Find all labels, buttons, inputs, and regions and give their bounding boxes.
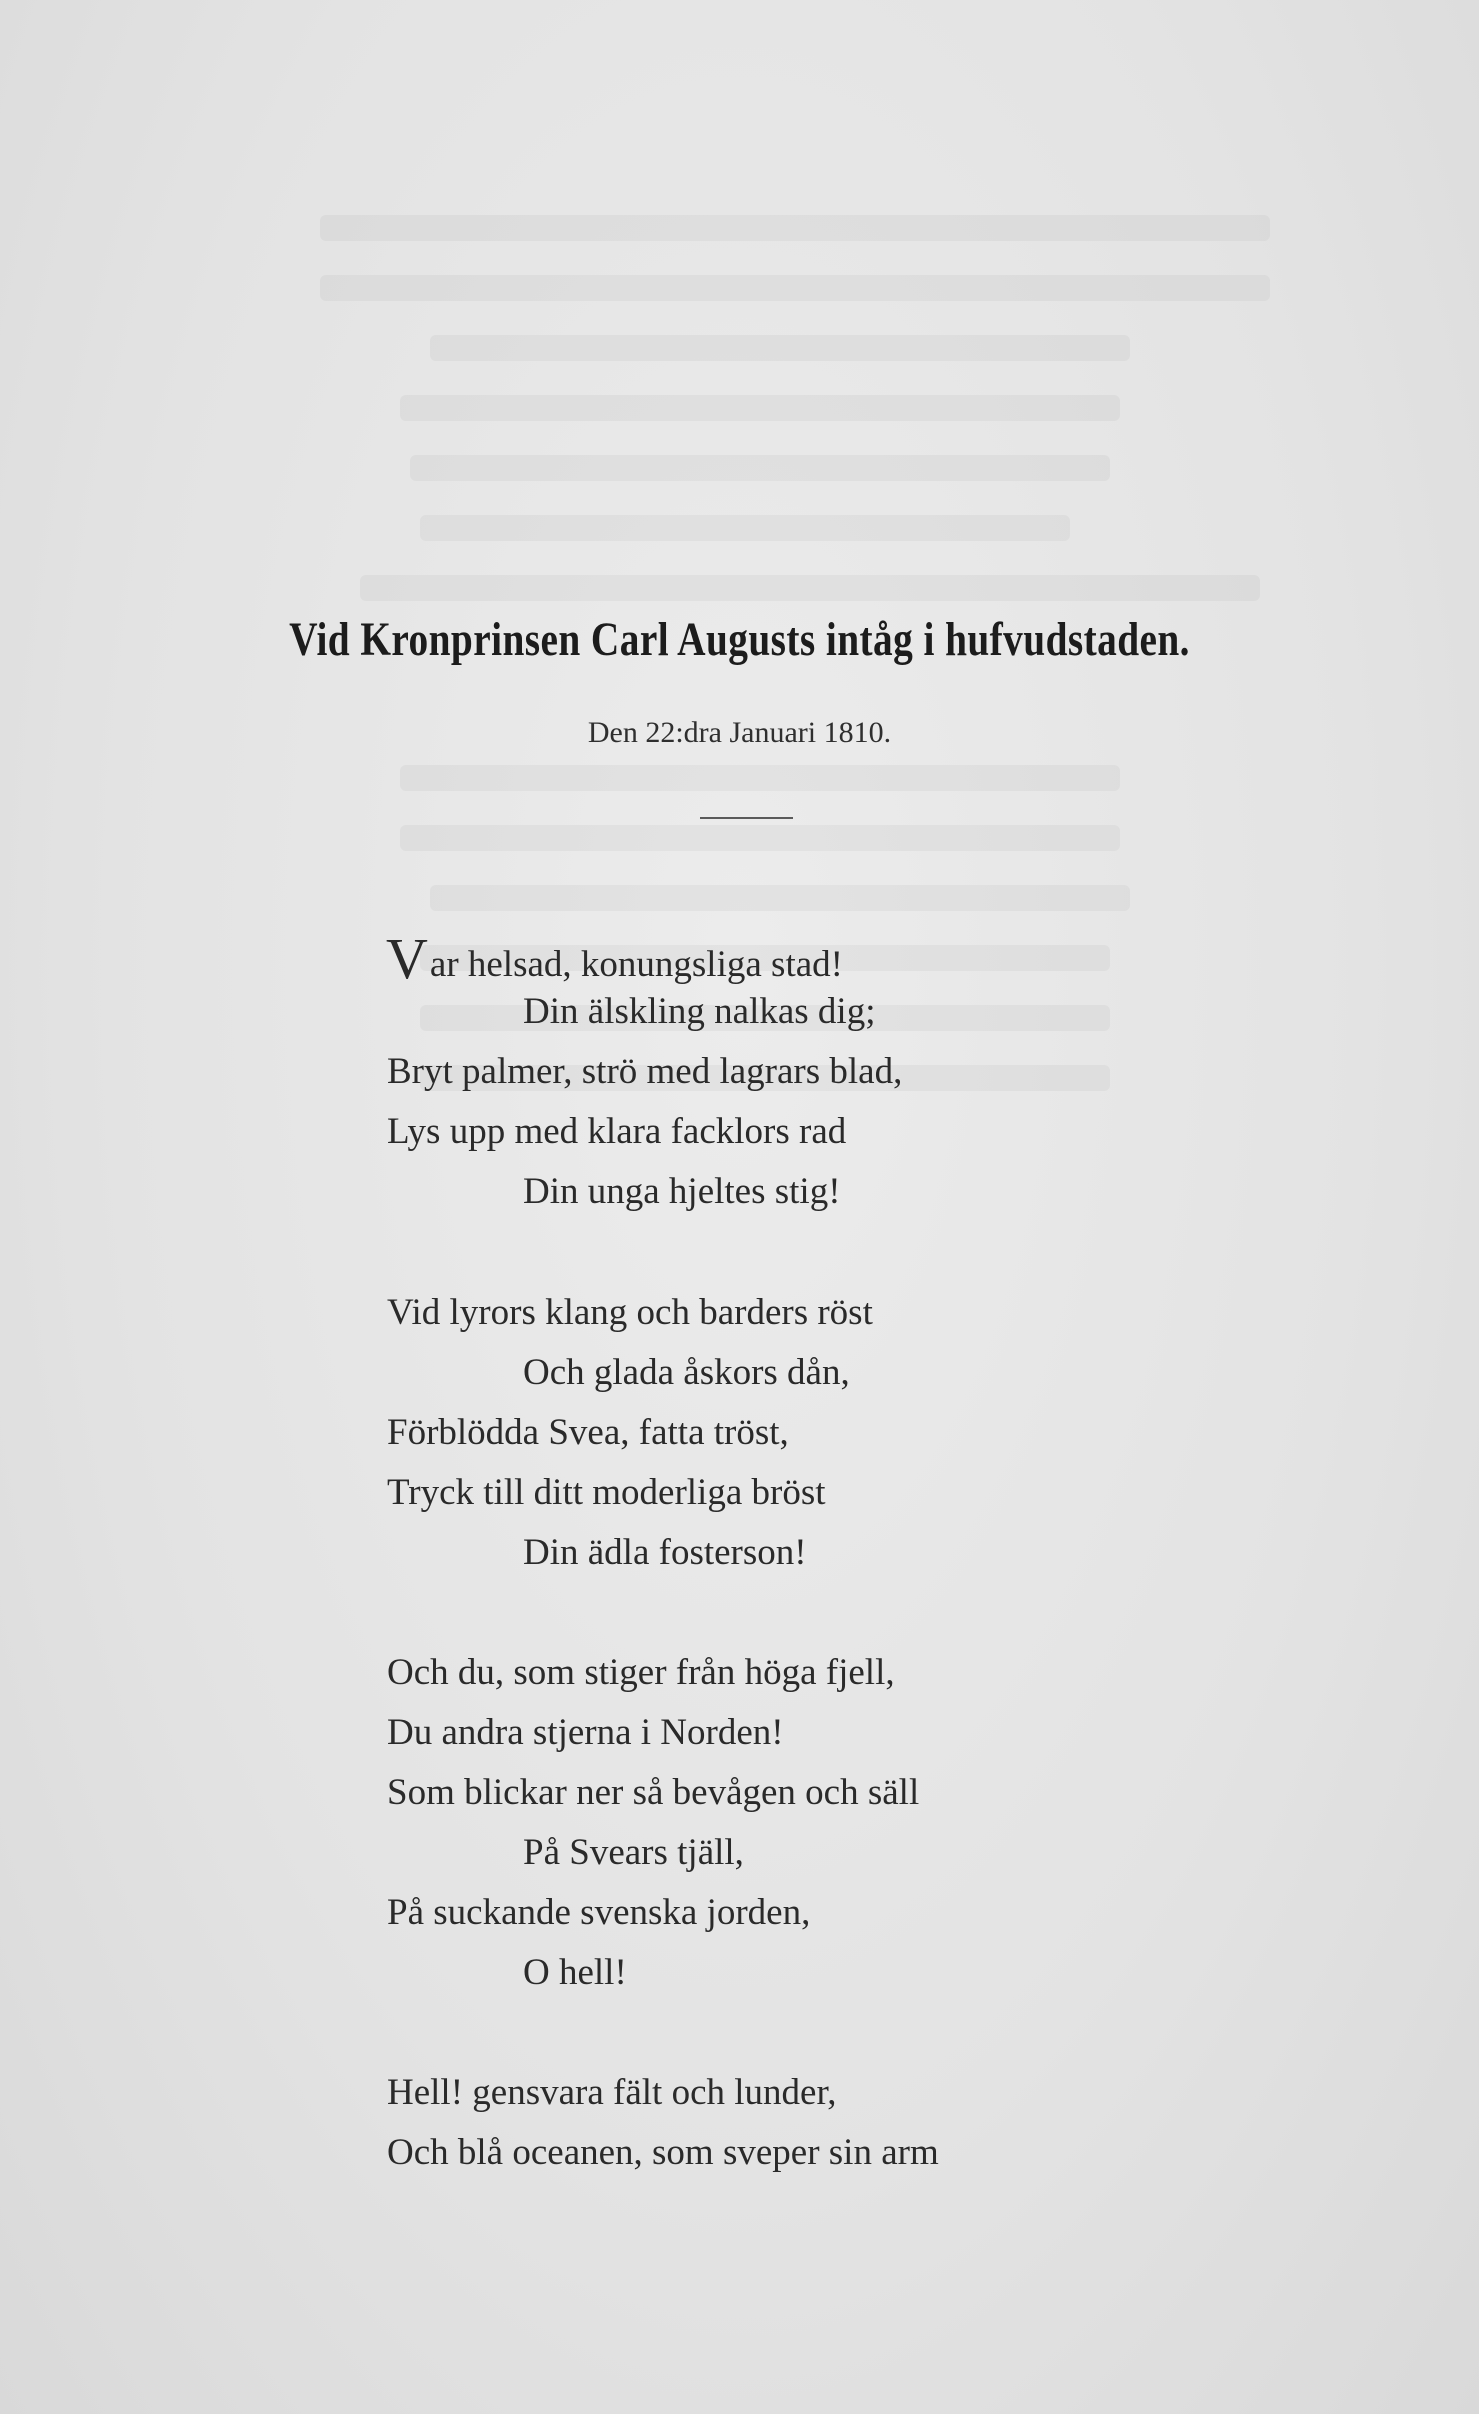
poem-line: Vid lyrors klang och barders röst [387, 1292, 873, 1333]
poem-line: Din älskling nalkas dig; [523, 991, 876, 1032]
poem-line: Hell! gensvara fält och lunder, [387, 2072, 837, 2113]
drop-cap: V [386, 926, 428, 991]
poem-line: Din unga hjeltes stig! [523, 1171, 841, 1212]
poem-line: Som blickar ner så bevågen och säll [387, 1772, 920, 1813]
poem-line: O hell! [523, 1952, 627, 1993]
poem-line: Bryt palmer, strö med lagrars blad, [387, 1051, 903, 1092]
poem-line: Din ädla fosterson! [523, 1532, 807, 1573]
poem-line: Förblödda Svea, fatta tröst, [387, 1412, 789, 1453]
poem-line: Lys upp med klara facklors rad [387, 1111, 847, 1152]
poem-title: Vid Kronprinsen Carl Augusts intåg i hufvudstaden. [289, 613, 1190, 666]
poem-line: På Svears tjäll, [523, 1832, 744, 1873]
poem-date: Den 22:dra Januari 1810. [587, 716, 892, 749]
poem-line: Du andra stjerna i Norden! [387, 1712, 784, 1753]
poem-line [386, 926, 843, 991]
poem-line-text: ar helsad, konungsliga stad! [429, 944, 843, 985]
title-divider [700, 817, 793, 819]
poem-line: Och glada åskors dån, [523, 1352, 850, 1393]
poem-line: Och du, som stiger från höga fjell, [387, 1652, 895, 1693]
poem-line: På suckande svenska jorden, [387, 1892, 811, 1933]
poem-line: Tryck till ditt moderliga bröst [387, 1472, 826, 1513]
poem-line: Och blå oceanen, som sveper sin arm [387, 2132, 939, 2173]
